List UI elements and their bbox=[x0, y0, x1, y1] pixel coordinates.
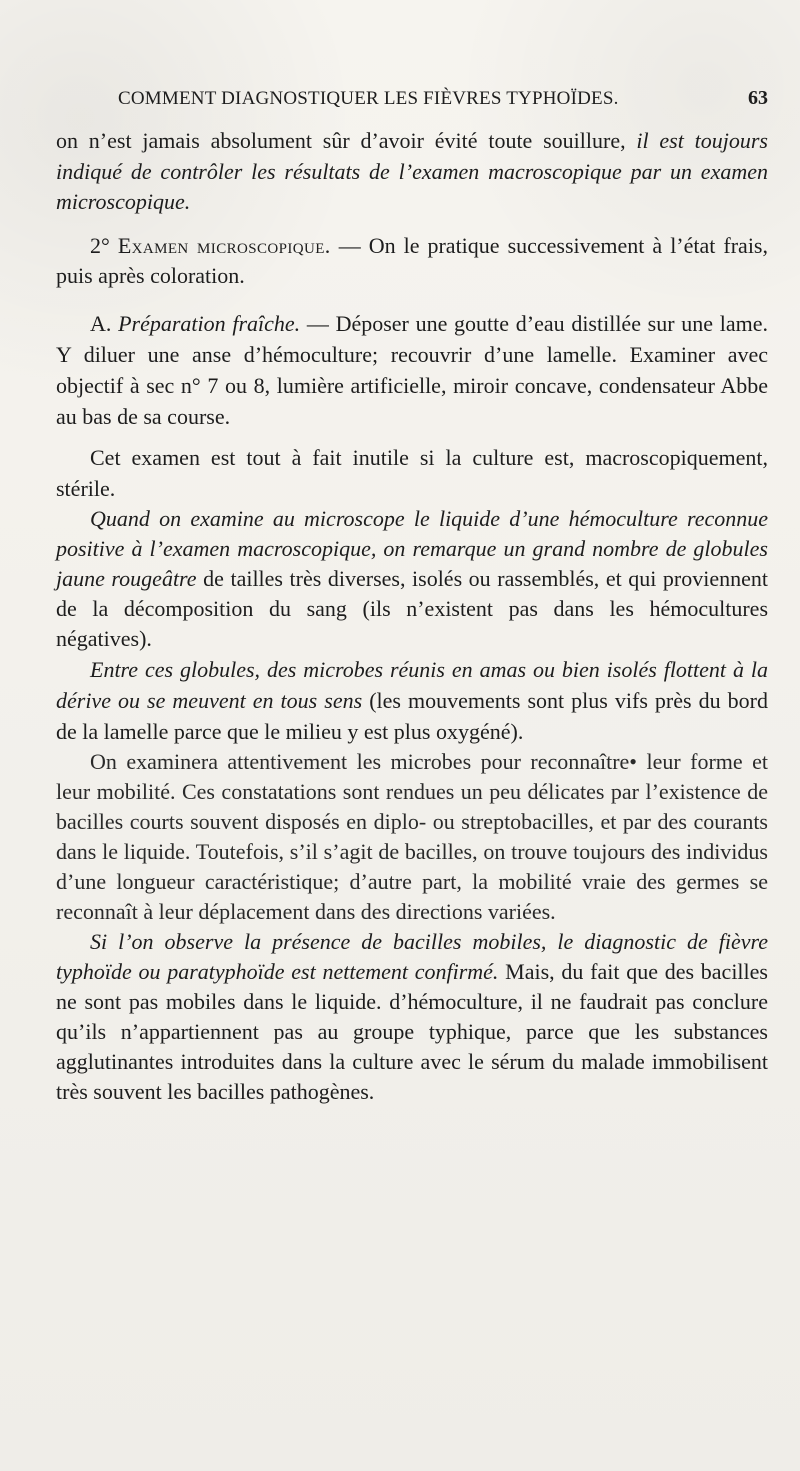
paragraph-6-rest: (les mouvements sont plus vifs près du bord de la lamelle parce que le milieu y est plus oxygéné). bbox=[56, 687, 768, 744]
paragraph-3-lead: A. bbox=[90, 310, 119, 336]
paragraph-2-lead: 2° bbox=[90, 232, 118, 258]
page-body bbox=[56, 126, 768, 1107]
section-heading: Examen microscopique. bbox=[117, 232, 331, 258]
paragraph-4 bbox=[56, 442, 768, 504]
paragraph-4-text: Cet examen est tout à fait inutile si la culture est, macroscopiquement, stérile. bbox=[56, 444, 768, 501]
paragraph-7 bbox=[56, 747, 768, 927]
paragraph-5-italic: Quand on examine au microscope le liquide d’une hémoculture reconnue positive à l’examen macroscopique, on remarque un grand nombre de globules jaune rougeâtre bbox=[56, 505, 768, 591]
paragraph-8-rest: Mais, du fait que des bacilles ne sont pas mobiles dans le liquide. d’hémoculture, il ne faudrait pas conclure qu’ils n’appartiennent pas au groupe typhique, parce que les substances agglutinantes introduites dans la culture avec le sérum du malade immobilisent très souvent les bacilles pathogènes. bbox=[56, 958, 768, 1104]
paragraph-1-text: on n’est jamais absolument sûr d’avoir évité toute souillure, bbox=[56, 128, 637, 153]
page-header bbox=[118, 88, 768, 118]
paragraph-5 bbox=[56, 504, 768, 654]
paragraph-3-rest: — Déposer une goutte d’eau distillée sur une lame. Y diluer une anse d’hémoculture; recouvrir d’une lamelle. Examiner avec objectif à sec n° 7 ou 8, lumière artificielle, miroir concave, condensateur Abbe au bas de sa course. bbox=[56, 310, 768, 429]
paragraph-8-italic: Si l’on observe la présence de bacilles mobiles, le diagnostic de fièvre typhoïde ou paratyphoïde est nettement confirmé. bbox=[56, 928, 768, 984]
paragraph-1-italic: il est toujours indiqué de contrôler les résultats de l’examen macroscopique par un examen microscopique. bbox=[56, 128, 768, 214]
paragraph-5-rest: de tailles très diverses, isolés ou rassemblés, et qui proviennent de la décomposition du sang (ils n’existent pas dans les hémocultures négatives). bbox=[56, 565, 769, 651]
paragraph-2-rest: — On le pratique successivement à l’état frais, puis après coloration. bbox=[56, 232, 768, 288]
paragraph-2 bbox=[56, 231, 768, 292]
paragraph-6-italic: Entre ces globules, des microbes réunis en amas ou bien isolés flottent à la dérive ou se meuvent en tous sens bbox=[56, 656, 768, 713]
paragraph-8 bbox=[56, 927, 768, 1107]
subheading-preparation: Préparation fraîche. bbox=[118, 310, 301, 336]
paragraph-7-text: On examinera attentivement les microbes pour reconnaître• leur forme et leur mobilité. Ces constatations sont rendues un peu délicates par l’existence de bacilles courts souvent disposés en diplo- ou streptobacilles, et par des courants dans le liquide. Toutefois, s’il s’agit de bacilles, on trouve toujours des individus d’une longueur caractéristique; d’autre part, la mobilité vraie des germes se reconnaît à leur déplacement dans des directions variées. bbox=[56, 748, 768, 924]
paragraph-6 bbox=[56, 654, 768, 747]
paragraph-1 bbox=[56, 126, 768, 218]
paragraph-3 bbox=[56, 308, 768, 432]
page-number: 63 bbox=[748, 87, 768, 109]
running-head: COMMENT DIAGNOSTIQUER LES FIÈVRES TYPHOÏDES. bbox=[118, 88, 619, 109]
